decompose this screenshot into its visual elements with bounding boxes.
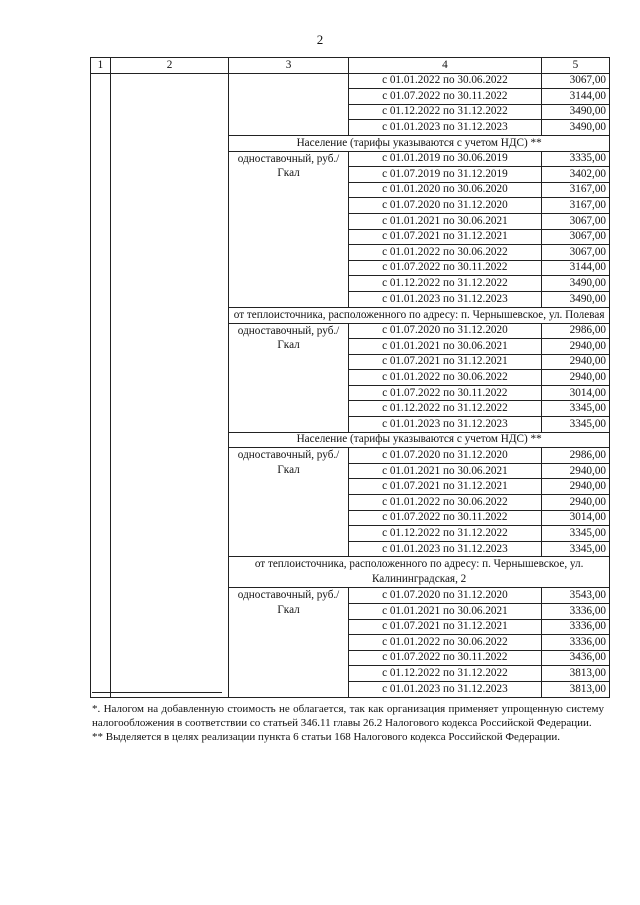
tariff-value: 3436,00 xyxy=(541,650,609,666)
period-cell: с 01.12.2022 по 31.12.2022 xyxy=(348,526,541,542)
period-cell: с 01.01.2021 по 30.06.2021 xyxy=(348,463,541,479)
tariff-value: 2986,00 xyxy=(541,448,609,464)
col2-cell xyxy=(110,73,229,697)
tariff-value: 3490,00 xyxy=(541,291,609,307)
period-cell: с 01.01.2023 по 31.12.2023 xyxy=(348,291,541,307)
footnotes xyxy=(92,702,604,744)
col3-cell xyxy=(229,73,349,135)
period-cell: с 01.01.2021 по 30.06.2021 xyxy=(348,604,541,620)
footnote-rule xyxy=(92,692,222,693)
tariff-value: 3014,00 xyxy=(541,510,609,526)
section-title: от теплоисточника, расположенного по адресу: п. Чернышевское, ул. Полевая xyxy=(229,307,610,323)
period-cell: с 01.01.2021 по 30.06.2021 xyxy=(348,339,541,355)
table-row xyxy=(91,73,610,89)
period-cell: с 01.07.2022 по 30.11.2022 xyxy=(348,510,541,526)
tariff-value: 3345,00 xyxy=(541,401,609,417)
period-cell: с 01.01.2023 по 31.12.2023 xyxy=(348,681,541,697)
header-cell: 4 xyxy=(348,58,541,74)
tariff-value: 3813,00 xyxy=(541,681,609,697)
period-cell: с 01.01.2022 по 30.06.2022 xyxy=(348,495,541,511)
unit-cell: одноставочный, руб./Гкал xyxy=(229,151,349,307)
period-cell: с 01.07.2022 по 30.11.2022 xyxy=(348,650,541,666)
tariff-value: 3490,00 xyxy=(541,104,609,120)
tariff-value: 3336,00 xyxy=(541,635,609,651)
tariff-value: 3144,00 xyxy=(541,260,609,276)
tariff-value: 3543,00 xyxy=(541,588,609,604)
period-cell: с 01.12.2022 по 31.12.2022 xyxy=(348,401,541,417)
period-cell: с 01.07.2021 по 31.12.2021 xyxy=(348,479,541,495)
tariff-value: 3336,00 xyxy=(541,619,609,635)
tariff-value: 3813,00 xyxy=(541,666,609,682)
period-cell: с 01.07.2020 по 31.12.2020 xyxy=(348,448,541,464)
tariff-value: 3167,00 xyxy=(541,182,609,198)
header-cell: 1 xyxy=(91,58,111,74)
period-cell: с 01.07.2021 по 31.12.2021 xyxy=(348,229,541,245)
section-title: Население (тарифы указываются с учетом НДС) ** xyxy=(229,135,610,151)
tariff-value: 3345,00 xyxy=(541,526,609,542)
period-cell: с 01.07.2022 по 30.11.2022 xyxy=(348,260,541,276)
period-cell: с 01.07.2022 по 30.11.2022 xyxy=(348,89,541,105)
period-cell: с 01.07.2019 по 31.12.2019 xyxy=(348,167,541,183)
period-cell: с 01.01.2022 по 30.06.2022 xyxy=(348,245,541,261)
tariff-value: 2940,00 xyxy=(541,479,609,495)
unit-cell: одноставочный, руб./Гкал xyxy=(229,448,349,557)
period-cell: с 01.01.2022 по 30.06.2022 xyxy=(348,73,541,89)
period-cell: с 01.12.2022 по 31.12.2022 xyxy=(348,276,541,292)
period-cell: с 01.07.2022 по 30.11.2022 xyxy=(348,385,541,401)
period-cell: с 01.12.2022 по 31.12.2022 xyxy=(348,104,541,120)
footnote-1: *. Налогом на добавленную стоимость не облагается, так как организация применяет упрощенную систему налогообложения в соответствии со статьей 346.11 главы 26.2 Налогового кодекса Российской Федерации. xyxy=(92,703,604,729)
tariff-value: 3345,00 xyxy=(541,417,609,433)
tariff-value: 3402,00 xyxy=(541,167,609,183)
period-cell: с 01.07.2021 по 31.12.2021 xyxy=(348,354,541,370)
header-cell: 5 xyxy=(541,58,609,74)
period-cell: с 01.01.2022 по 30.06.2022 xyxy=(348,635,541,651)
section-title: Население (тарифы указываются с учетом НДС) ** xyxy=(229,432,610,448)
tariff-value: 3490,00 xyxy=(541,120,609,136)
section-title: от теплоисточника, расположенного по адресу: п. Чернышевское, ул. Калининградская, 2 xyxy=(229,557,610,588)
period-cell: с 01.07.2020 по 31.12.2020 xyxy=(348,323,541,339)
tariff-value: 3167,00 xyxy=(541,198,609,214)
tariff-value: 3067,00 xyxy=(541,245,609,261)
tariff-value: 3335,00 xyxy=(541,151,609,167)
unit-cell: одноставочный, руб./Гкал xyxy=(229,588,349,697)
period-cell: с 01.01.2019 по 30.06.2019 xyxy=(348,151,541,167)
tariff-value: 2940,00 xyxy=(541,339,609,355)
period-cell: с 01.01.2023 по 31.12.2023 xyxy=(348,120,541,136)
period-cell: с 01.07.2020 по 31.12.2020 xyxy=(348,588,541,604)
col1-cell xyxy=(91,73,111,697)
period-cell: с 01.07.2020 по 31.12.2020 xyxy=(348,198,541,214)
header-cell: 3 xyxy=(229,58,349,74)
tariff-value: 2940,00 xyxy=(541,495,609,511)
period-cell: с 01.01.2023 по 31.12.2023 xyxy=(348,541,541,557)
footnote-2: ** Выделяется в целях реализации пункта 6 статьи 168 Налогового кодекса Российской Федерации. xyxy=(92,731,561,743)
tariff-value: 2940,00 xyxy=(541,463,609,479)
page-number: 2 xyxy=(316,32,324,47)
period-cell: с 01.01.2021 по 30.06.2021 xyxy=(348,213,541,229)
tariff-value: 3067,00 xyxy=(541,73,609,89)
period-cell: с 01.07.2021 по 31.12.2021 xyxy=(348,619,541,635)
period-cell: с 01.12.2022 по 31.12.2022 xyxy=(348,666,541,682)
tariff-value: 3144,00 xyxy=(541,89,609,105)
period-cell: с 01.01.2020 по 30.06.2020 xyxy=(348,182,541,198)
tariff-value: 3067,00 xyxy=(541,213,609,229)
period-cell: с 01.01.2022 по 30.06.2022 xyxy=(348,370,541,386)
table-header-row xyxy=(91,58,610,74)
tariff-value: 3336,00 xyxy=(541,604,609,620)
tariff-value: 3067,00 xyxy=(541,229,609,245)
tariff-table xyxy=(90,57,610,698)
tariff-value: 3490,00 xyxy=(541,276,609,292)
unit-cell: одноставочный, руб./Гкал xyxy=(229,323,349,432)
period-cell: с 01.01.2023 по 31.12.2023 xyxy=(348,417,541,433)
tariff-value: 2986,00 xyxy=(541,323,609,339)
tariff-value: 2940,00 xyxy=(541,354,609,370)
header-cell: 2 xyxy=(110,58,229,74)
tariff-value: 3345,00 xyxy=(541,541,609,557)
tariff-value: 3014,00 xyxy=(541,385,609,401)
tariff-value: 2940,00 xyxy=(541,370,609,386)
